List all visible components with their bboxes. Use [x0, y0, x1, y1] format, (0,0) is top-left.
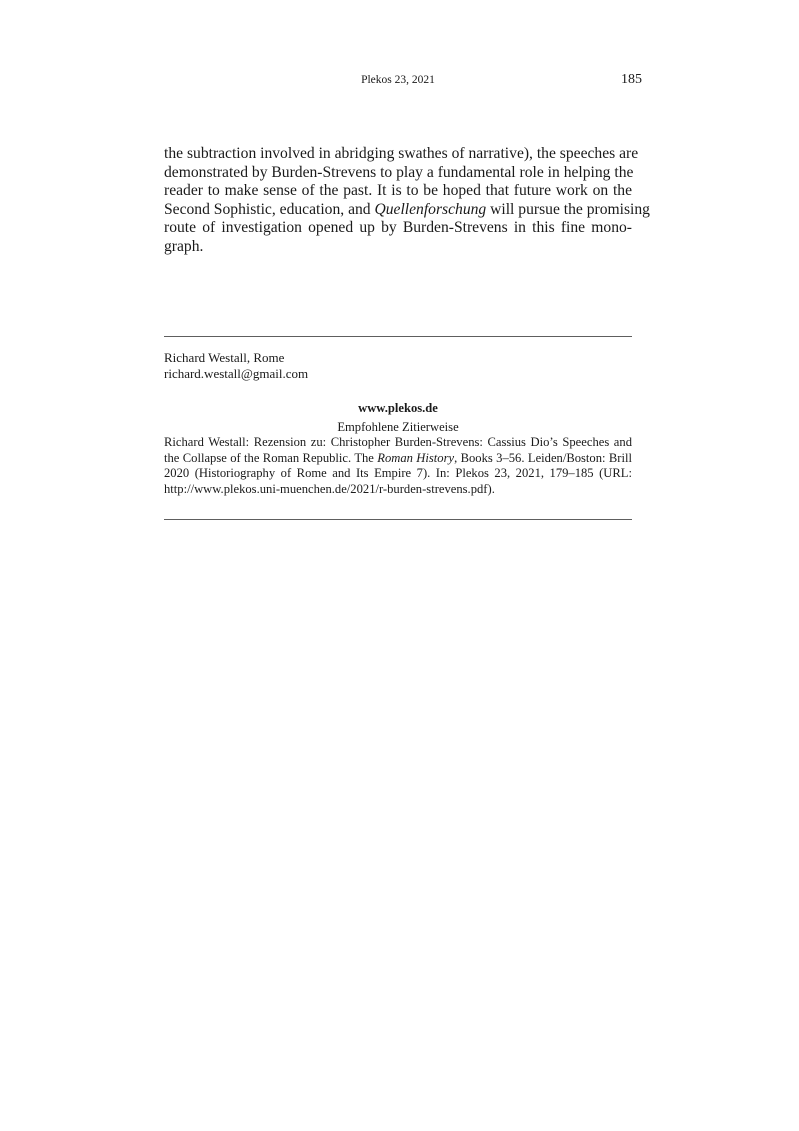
page-number: 185 [621, 72, 642, 87]
citation-line [164, 451, 632, 467]
body-line: graph. [164, 237, 204, 255]
italic-term: Quellenforschung [374, 200, 487, 218]
body-line: the subtraction involved in abridging swathes of narrative), the speeches are [164, 145, 639, 162]
body-text-segment: Second Sophistic, education, and [164, 200, 375, 218]
citation-url[interactable]: http://www.plekos.uni-muenchen.de/2021/r-burden-strevens.pdf). [164, 481, 495, 496]
citation-block [164, 401, 632, 498]
citation-segment: the Collapse of the Roman Republic. The [164, 450, 378, 465]
divider-bottom [164, 519, 632, 520]
body-line [164, 200, 650, 220]
website-link[interactable]: www.plekos.de [358, 401, 438, 415]
body-line: reader to make sense of the past. It is to be hoped that future work on the [164, 182, 632, 200]
journal-issue: Plekos 23, 2021 [361, 74, 435, 86]
author-email[interactable]: richard.westall@gmail.com [164, 366, 309, 381]
divider-top [164, 336, 632, 337]
body-line: route of investigation opened up by Burden-Strevens in this fine mono- [164, 219, 632, 237]
citation-heading: Empfohlene Zitierweise [337, 419, 459, 434]
citation-line: 2020 (Historiography of Rome and Its Empire 7). In: Plekos 23, 2021, 179–185 (URL: [164, 466, 632, 481]
body-line: demonstrated by Burden-Strevens to play a fundamental role in helping the [164, 163, 634, 181]
citation-line: Richard Westall: Rezension zu: Christopher Burden-Strevens: Cassius Dio’s Speeches and [164, 435, 632, 450]
running-head [164, 72, 642, 89]
italic-title: Roman History [377, 450, 455, 465]
author-name-location: Richard Westall, Rome [164, 350, 285, 365]
citation-segment: , Books 3–56. Leiden/Boston: Brill [454, 450, 632, 465]
author-block [164, 350, 308, 382]
body-text-segment: will pursue the promising [486, 200, 650, 218]
body-paragraph [164, 145, 650, 257]
